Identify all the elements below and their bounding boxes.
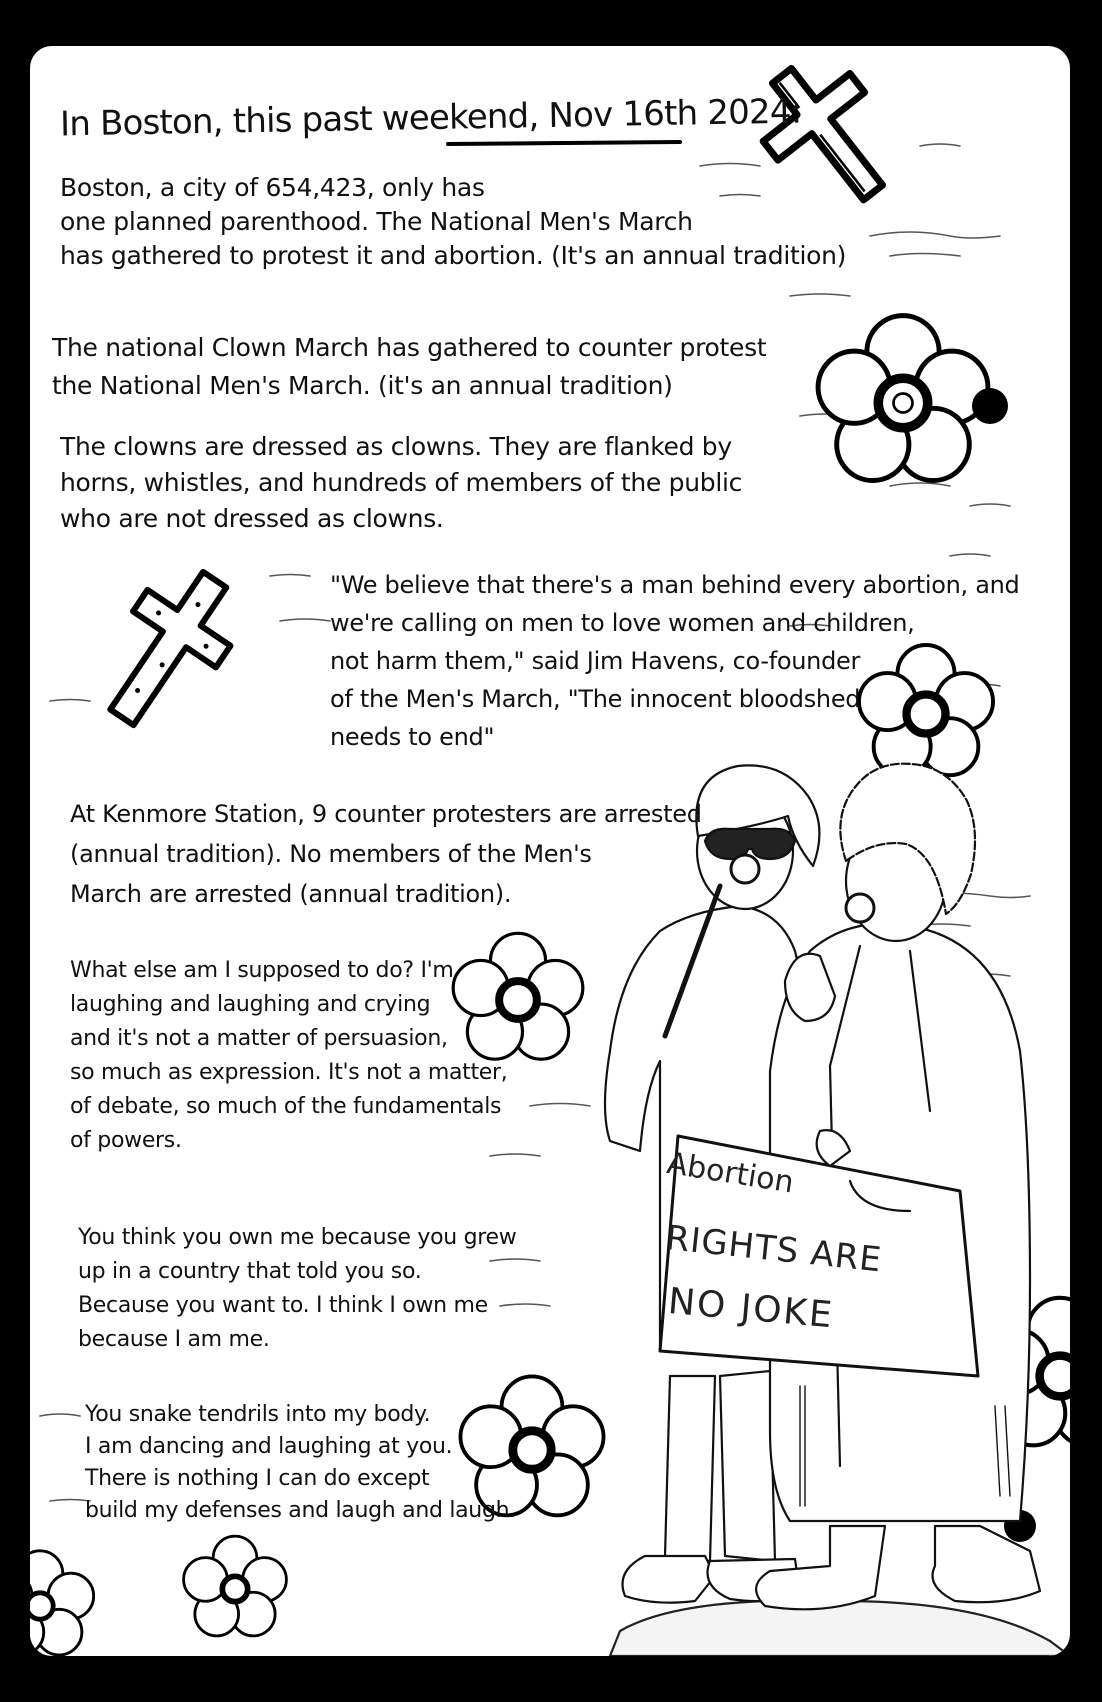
text-line: Boston, a city of 654,423, only has [60, 173, 485, 202]
text-line: At Kenmore Station, 9 counter protesters are arrested [70, 800, 702, 828]
text-line: March are arrested (annual tradition). [70, 880, 512, 908]
text-line: build my defenses and laugh and laugh. [85, 1498, 516, 1523]
title-underline [448, 142, 680, 144]
text-line: The national Clown March has gathered to counter protest [52, 333, 767, 362]
sign-line-1: Abortion [664, 1146, 797, 1201]
paragraph-own-me [78, 1221, 516, 1357]
text-line: and it's not a matter of persuasion, [70, 1026, 448, 1051]
title-date: Nov 16th 2024: [548, 91, 802, 136]
paragraph-clowns [60, 429, 742, 537]
quote-line: we're calling on men to love women and children, [330, 609, 915, 637]
text-line: the National Men's March. (it's an annual tradition) [52, 371, 673, 400]
text-line: of debate, so much of the fundamentals [70, 1094, 502, 1119]
text-line: of powers. [70, 1128, 182, 1153]
quote-line: needs to end" [330, 723, 495, 751]
paragraph-intro [60, 171, 846, 273]
quote-line: not harm them," said Jim Havens, co-founder [330, 647, 861, 675]
flower-icon [972, 388, 1008, 424]
text-line: who are not dressed as clowns. [60, 504, 444, 533]
text-line: up in a country that told you so. [78, 1259, 422, 1284]
text-line: I am dancing and laughing at you. [85, 1434, 453, 1459]
sign-line-2: RIGHTS ARE [663, 1218, 884, 1281]
text-line: one planned parenthood. The National Men's March [60, 207, 693, 236]
paragraph-arrests [70, 794, 702, 914]
quote-line: "We believe that there's a man behind every abortion, and [330, 571, 1020, 599]
text-line: There is nothing I can do except [85, 1466, 430, 1491]
flower-icon [30, 1551, 94, 1655]
text-line: You snake tendrils into my body. [85, 1402, 431, 1427]
title-prefix: In Boston, this past weekend, [59, 95, 549, 145]
text-line: so much as expression. It's not a matter, [70, 1060, 508, 1085]
comic-page [30, 46, 1070, 1656]
quote-block [330, 566, 1019, 756]
text-line: laughing and laughing and crying [70, 992, 431, 1017]
quote-line: of the Men's March, "The innocent bloodshed [330, 685, 861, 713]
paragraph-dancing [85, 1399, 516, 1527]
text-line: You think you own me because you grew [78, 1225, 517, 1250]
sign-line-3: NO JOKE [666, 1281, 836, 1337]
text-line: Because you want to. I think I own me [78, 1293, 488, 1318]
flower-icon [184, 1536, 287, 1636]
text-line: The clowns are dressed as clowns. They are flanked by [60, 432, 732, 461]
text-line: What else am I supposed to do? I'm [70, 958, 454, 983]
text-line: because I am me. [78, 1327, 270, 1352]
flower-icon [818, 316, 988, 481]
cross-icon [80, 552, 256, 746]
paragraph-counter-protest [52, 329, 766, 405]
text-line: (annual tradition). No members of the Men's [70, 840, 592, 868]
text-line: horns, whistles, and hundreds of members of the public [60, 468, 743, 497]
paragraph-laughing [70, 954, 507, 1158]
text-line: has gathered to protest it and abortion. (It's an annual tradition) [60, 241, 847, 270]
